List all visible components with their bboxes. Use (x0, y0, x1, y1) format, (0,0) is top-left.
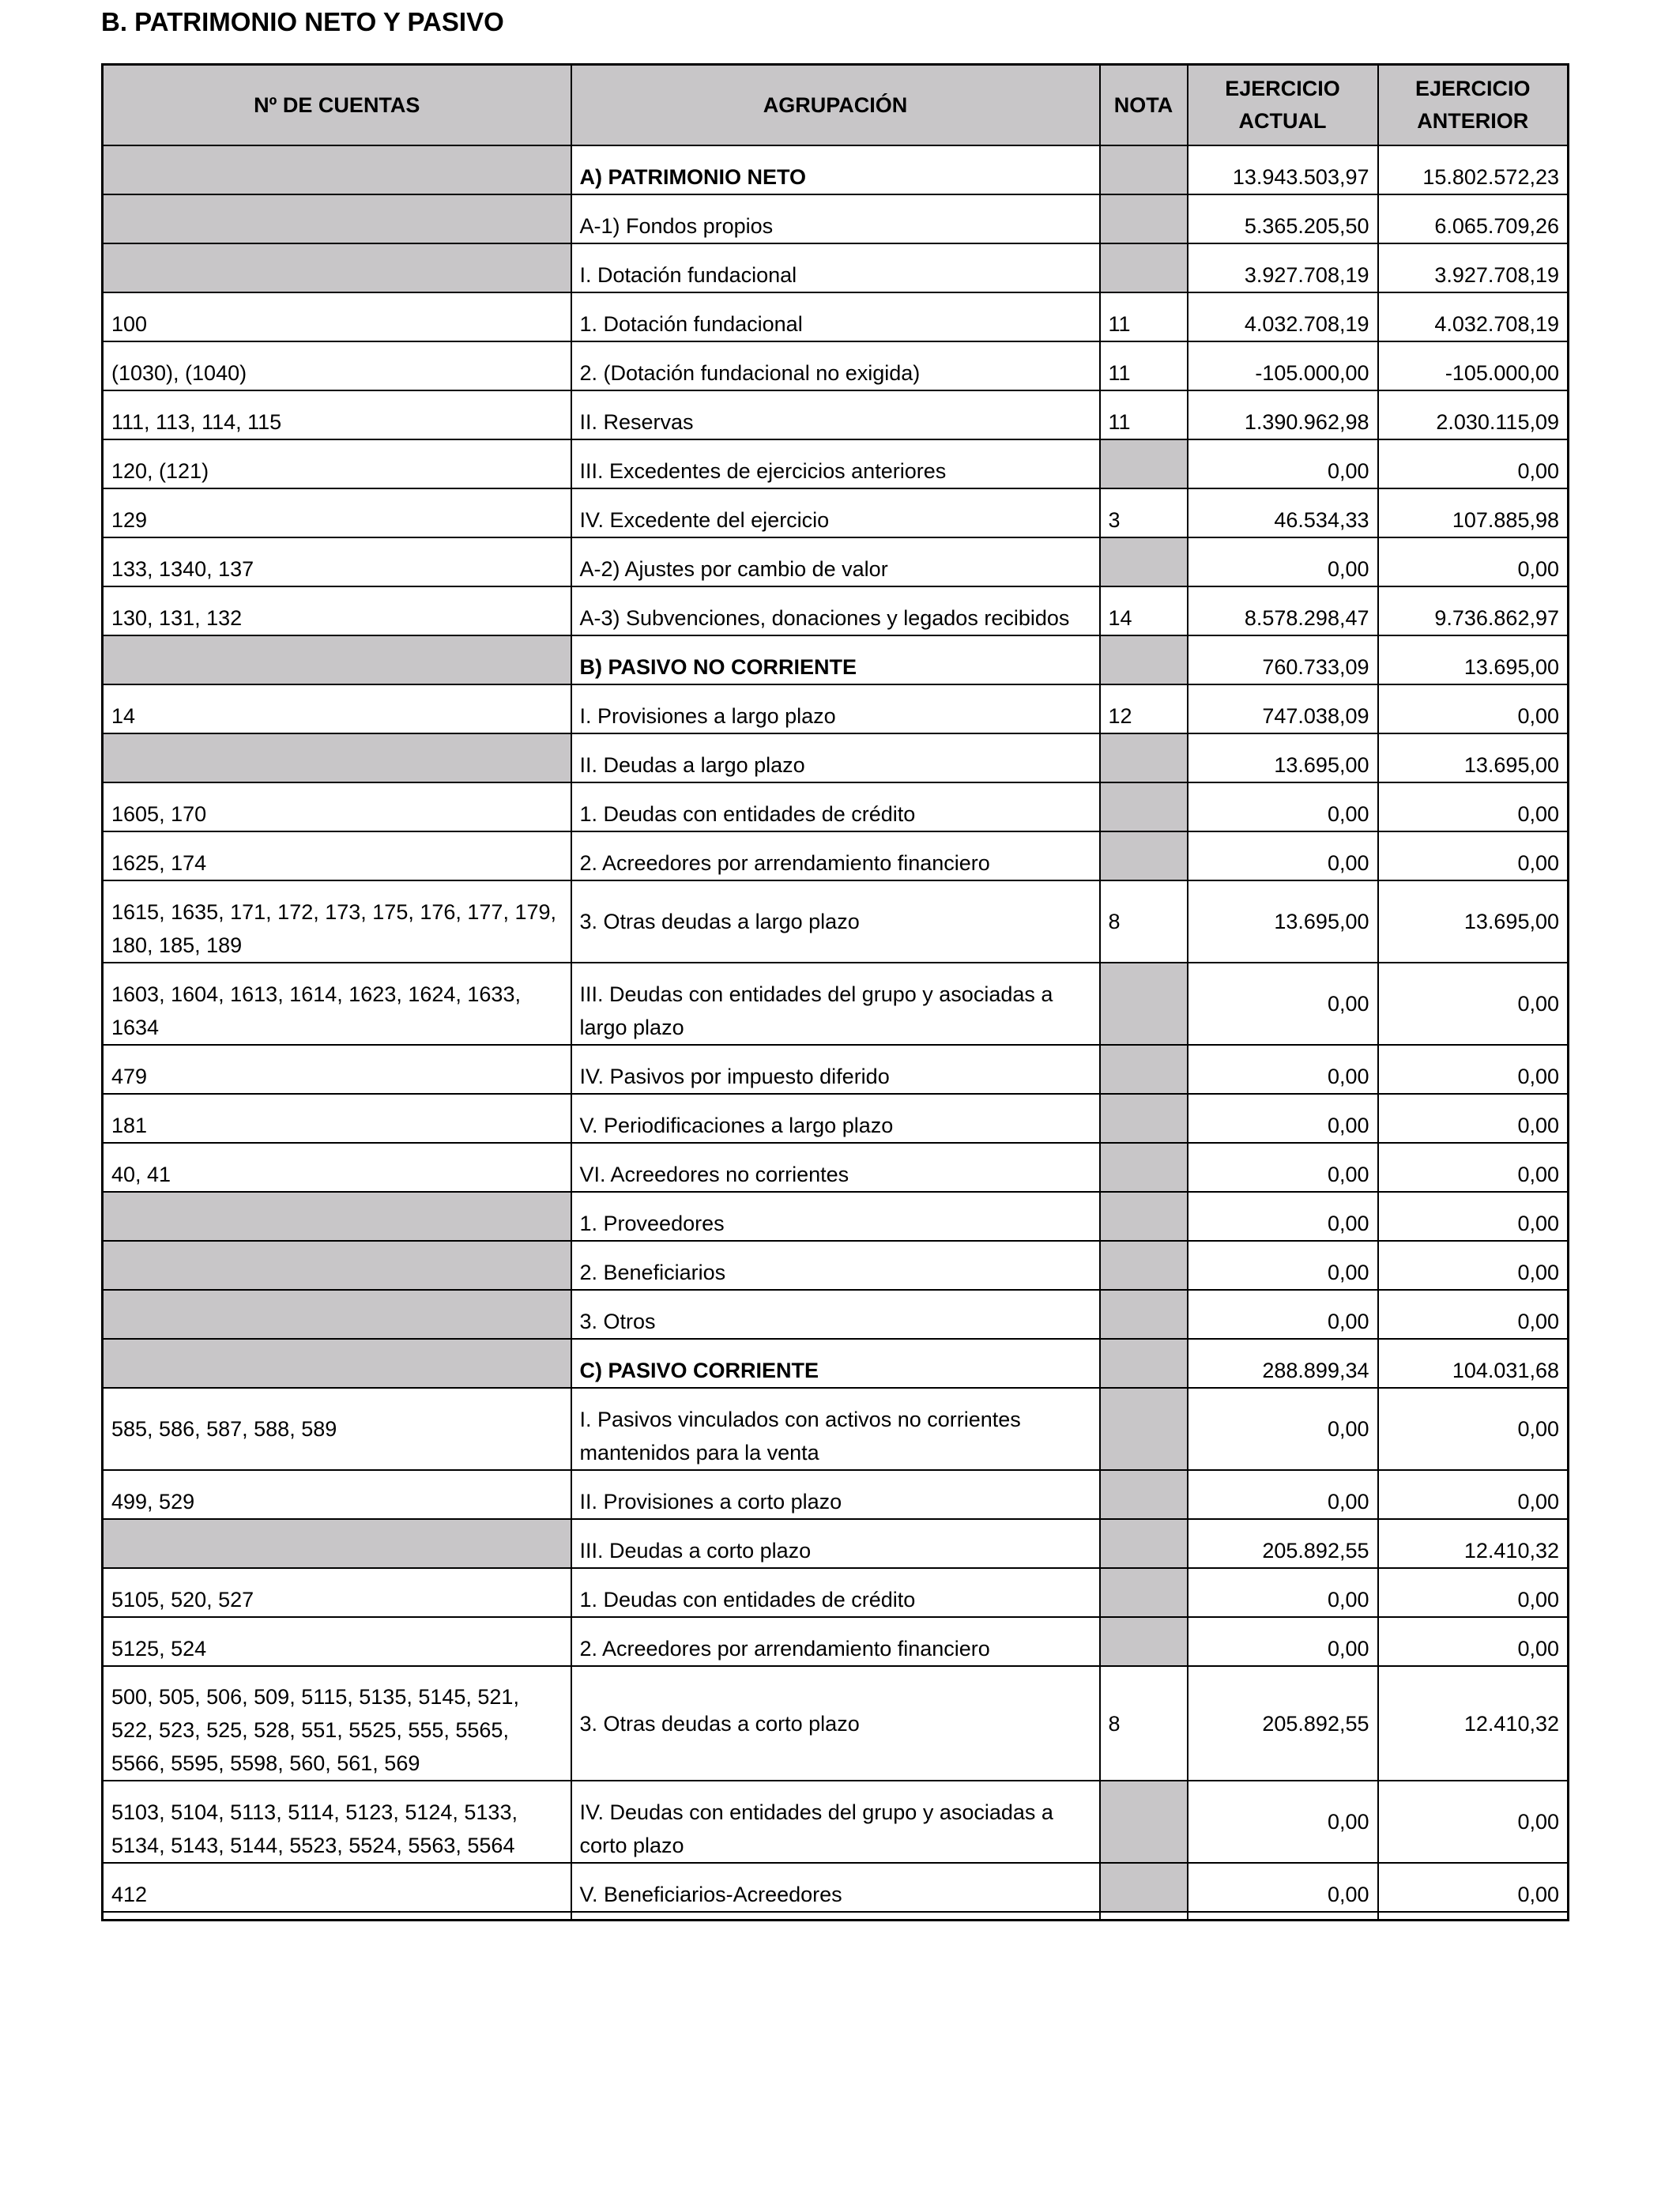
cell-actual: 205.892,55 (1188, 1519, 1378, 1568)
cell-agrupacion: III. Excedentes de ejercicios anteriores (571, 439, 1100, 488)
cell-cuentas: 181 (103, 1094, 571, 1143)
cell-anterior: 13.695,00 (1378, 635, 1569, 684)
cell-anterior: 0,00 (1378, 439, 1569, 488)
cell-agrupacion: A) PATRIMONIO NETO (571, 145, 1100, 194)
cell-anterior: 4.032.708,19 (1378, 292, 1569, 341)
cell-agrupacion: III. Deudas a corto plazo (571, 1519, 1100, 1568)
table-row (103, 1568, 1569, 1617)
cell-agrupacion: 2. Acreedores por arrendamiento financiero (571, 1617, 1100, 1666)
table-row (103, 1470, 1569, 1519)
table-row (103, 684, 1569, 733)
cell-anterior: 0,00 (1378, 963, 1569, 1045)
table-row (103, 880, 1569, 963)
cell-anterior: 104.031,68 (1378, 1339, 1569, 1388)
cell-agrupacion: V. Beneficiarios-Acreedores (571, 1863, 1100, 1912)
table-row (103, 831, 1569, 880)
cell-agrupacion: I. Provisiones a largo plazo (571, 684, 1100, 733)
cell-actual: 13.943.503,97 (1188, 145, 1378, 194)
cell-agrupacion: II. Deudas a largo plazo (571, 733, 1100, 782)
cell-cuentas: 40, 41 (103, 1143, 571, 1192)
cell-actual: 0,00 (1188, 1470, 1378, 1519)
cell-anterior: 3.927.708,19 (1378, 243, 1569, 292)
cell-actual: 46.534,33 (1188, 488, 1378, 537)
cell-nota (1100, 145, 1188, 194)
cell-actual: 288.899,34 (1188, 1339, 1378, 1388)
cell-nota (1100, 1339, 1188, 1388)
header-actual-line2: ACTUAL (1238, 109, 1327, 133)
cell-cuentas: 5105, 520, 527 (103, 1568, 571, 1617)
table-row (103, 488, 1569, 537)
table-row (103, 1339, 1569, 1388)
cell-nota (1100, 1290, 1188, 1339)
cell-cuentas: 1615, 1635, 171, 172, 173, 175, 176, 177, 179, 180, 185, 189 (103, 880, 571, 963)
cell-anterior: 12.410,32 (1378, 1519, 1569, 1568)
cell-nota (1100, 537, 1188, 586)
table-row (103, 635, 1569, 684)
cell-agrupacion: II. Provisiones a corto plazo (571, 1470, 1100, 1519)
cell-anterior: 0,00 (1378, 1045, 1569, 1094)
cell-cuentas (103, 145, 571, 194)
table-row (103, 537, 1569, 586)
cell-anterior: 0,00 (1378, 1781, 1569, 1863)
cell-nota: 8 (1100, 1666, 1188, 1781)
cell-agrupacion: V. Periodificaciones a largo plazo (571, 1094, 1100, 1143)
cell-cuentas (103, 1290, 571, 1339)
cell-cuentas: 500, 505, 506, 509, 5115, 5135, 5145, 521, 522, 523, 525, 528, 551, 5525, 555, 5565, 5566, 5595, 5598, 560, 561, 569 (103, 1666, 571, 1781)
cell-empty (1378, 1912, 1569, 1920)
table-row (103, 292, 1569, 341)
cell-empty (1100, 1912, 1188, 1920)
cell-agrupacion: A-2) Ajustes por cambio de valor (571, 537, 1100, 586)
cell-actual: 0,00 (1188, 782, 1378, 831)
cell-nota: 3 (1100, 488, 1188, 537)
cell-agrupacion: IV. Pasivos por impuesto diferido (571, 1045, 1100, 1094)
cell-agrupacion: 3. Otros (571, 1290, 1100, 1339)
cell-cuentas (103, 733, 571, 782)
cell-cuentas: 133, 1340, 137 (103, 537, 571, 586)
cell-anterior: 9.736.862,97 (1378, 586, 1569, 635)
table-row (103, 1290, 1569, 1339)
cell-actual: 0,00 (1188, 1388, 1378, 1470)
cell-nota (1100, 1192, 1188, 1241)
table-row (103, 1388, 1569, 1470)
table-row (103, 1045, 1569, 1094)
cell-actual: 5.365.205,50 (1188, 194, 1378, 243)
cell-actual: 3.927.708,19 (1188, 243, 1378, 292)
cell-agrupacion: C) PASIVO CORRIENTE (571, 1339, 1100, 1388)
cell-cuentas: 14 (103, 684, 571, 733)
cell-actual: 0,00 (1188, 1045, 1378, 1094)
header-ejercicio-actual (1188, 65, 1378, 146)
table-row (103, 963, 1569, 1045)
cell-anterior: 0,00 (1378, 537, 1569, 586)
header-nota: NOTA (1100, 65, 1188, 146)
cell-nota (1100, 1094, 1188, 1143)
header-anterior-line1: EJERCICIO (1414, 77, 1531, 100)
cell-cuentas: 479 (103, 1045, 571, 1094)
cell-cuentas: (1030), (1040) (103, 341, 571, 390)
cell-actual: 747.038,09 (1188, 684, 1378, 733)
cell-anterior: 0,00 (1378, 1568, 1569, 1617)
cell-cuentas: 1603, 1604, 1613, 1614, 1623, 1624, 1633, 1634 (103, 963, 571, 1045)
cell-nota (1100, 1388, 1188, 1470)
cell-agrupacion: 1. Deudas con entidades de crédito (571, 1568, 1100, 1617)
header-ejercicio-anterior (1378, 65, 1569, 146)
cell-cuentas: 1625, 174 (103, 831, 571, 880)
cell-anterior: 0,00 (1378, 1290, 1569, 1339)
cell-anterior: 0,00 (1378, 1470, 1569, 1519)
table-row (103, 390, 1569, 439)
cell-cuentas (103, 1192, 571, 1241)
cell-actual: 0,00 (1188, 1290, 1378, 1339)
table-row (103, 1143, 1569, 1192)
cell-anterior: 0,00 (1378, 831, 1569, 880)
table-row (103, 1666, 1569, 1781)
cell-nota (1100, 1519, 1188, 1568)
table-row (103, 1241, 1569, 1290)
cell-agrupacion: 1. Deudas con entidades de crédito (571, 782, 1100, 831)
cell-agrupacion: II. Reservas (571, 390, 1100, 439)
cell-nota (1100, 1568, 1188, 1617)
cell-cuentas: 130, 131, 132 (103, 586, 571, 635)
cell-anterior: 0,00 (1378, 1094, 1569, 1143)
cell-cuentas (103, 194, 571, 243)
cell-cuentas: 120, (121) (103, 439, 571, 488)
cell-anterior: 0,00 (1378, 1863, 1569, 1912)
table-row (103, 586, 1569, 635)
cell-empty (1188, 1912, 1378, 1920)
table-row (103, 243, 1569, 292)
cell-anterior: 0,00 (1378, 782, 1569, 831)
cell-actual: 0,00 (1188, 1781, 1378, 1863)
cell-cuentas: 100 (103, 292, 571, 341)
table-row-cut (103, 1912, 1569, 1920)
cell-actual: 0,00 (1188, 1568, 1378, 1617)
cell-actual: 760.733,09 (1188, 635, 1378, 684)
cell-nota (1100, 1470, 1188, 1519)
cell-actual: 0,00 (1188, 963, 1378, 1045)
page-title: B. PATRIMONIO NETO Y PASIVO (101, 7, 504, 36)
cell-agrupacion: 2. Beneficiarios (571, 1241, 1100, 1290)
cell-agrupacion: III. Deudas con entidades del grupo y asociadas a largo plazo (571, 963, 1100, 1045)
cell-actual: 0,00 (1188, 1143, 1378, 1192)
cell-nota (1100, 635, 1188, 684)
cell-cuentas (103, 1241, 571, 1290)
cell-empty (103, 1912, 571, 1920)
header-actual-line1: EJERCICIO (1225, 77, 1340, 100)
cell-agrupacion: I. Pasivos vinculados con activos no corrientes mantenidos para la venta (571, 1388, 1100, 1470)
cell-anterior: 0,00 (1378, 1617, 1569, 1666)
cell-nota (1100, 194, 1188, 243)
cell-anterior: 13.695,00 (1378, 880, 1569, 963)
header-cuentas: Nº DE CUENTAS (103, 65, 571, 146)
cell-nota (1100, 439, 1188, 488)
cell-cuentas (103, 635, 571, 684)
cell-actual: 13.695,00 (1188, 880, 1378, 963)
cell-nota (1100, 243, 1188, 292)
cell-actual: -105.000,00 (1188, 341, 1378, 390)
cell-actual: 0,00 (1188, 1094, 1378, 1143)
cell-agrupacion: 2. Acreedores por arrendamiento financiero (571, 831, 1100, 880)
header-row (103, 65, 1569, 146)
table-row (103, 1617, 1569, 1666)
cell-agrupacion: 1. Dotación fundacional (571, 292, 1100, 341)
cell-cuentas: 5125, 524 (103, 1617, 571, 1666)
cell-nota (1100, 1045, 1188, 1094)
balance-sheet-table (101, 63, 1569, 1921)
cell-anterior: 0,00 (1378, 1143, 1569, 1192)
cell-actual: 0,00 (1188, 537, 1378, 586)
cell-nota (1100, 1617, 1188, 1666)
cell-nota: 11 (1100, 292, 1188, 341)
cell-agrupacion: A-1) Fondos propios (571, 194, 1100, 243)
cell-agrupacion: IV. Deudas con entidades del grupo y asociadas a corto plazo (571, 1781, 1100, 1863)
cell-actual: 0,00 (1188, 1617, 1378, 1666)
table-row (103, 1192, 1569, 1241)
cell-cuentas (103, 243, 571, 292)
cell-nota (1100, 963, 1188, 1045)
cell-nota (1100, 831, 1188, 880)
table-row (103, 341, 1569, 390)
cell-nota: 11 (1100, 341, 1188, 390)
cell-nota (1100, 1863, 1188, 1912)
cell-actual: 1.390.962,98 (1188, 390, 1378, 439)
cell-actual: 0,00 (1188, 1863, 1378, 1912)
cell-agrupacion: VI. Acreedores no corrientes (571, 1143, 1100, 1192)
table-row (103, 1094, 1569, 1143)
table-row (103, 439, 1569, 488)
cell-anterior: 15.802.572,23 (1378, 145, 1569, 194)
cell-anterior: 107.885,98 (1378, 488, 1569, 537)
cell-agrupacion: A-3) Subvenciones, donaciones y legados recibidos (571, 586, 1100, 635)
table-row (103, 1781, 1569, 1863)
cell-agrupacion: B) PASIVO NO CORRIENTE (571, 635, 1100, 684)
cell-anterior: 2.030.115,09 (1378, 390, 1569, 439)
cell-nota (1100, 1241, 1188, 1290)
cell-actual: 0,00 (1188, 1241, 1378, 1290)
cell-cuentas: 5103, 5104, 5113, 5114, 5123, 5124, 5133, 5134, 5143, 5144, 5523, 5524, 5563, 5564 (103, 1781, 571, 1863)
cell-anterior: 0,00 (1378, 684, 1569, 733)
cell-anterior: 0,00 (1378, 1192, 1569, 1241)
cell-anterior: 0,00 (1378, 1241, 1569, 1290)
table-row (103, 145, 1569, 194)
cell-empty (571, 1912, 1100, 1920)
cell-agrupacion: 1. Proveedores (571, 1192, 1100, 1241)
cell-agrupacion: IV. Excedente del ejercicio (571, 488, 1100, 537)
cell-actual: 205.892,55 (1188, 1666, 1378, 1781)
cell-agrupacion: I. Dotación fundacional (571, 243, 1100, 292)
cell-cuentas: 129 (103, 488, 571, 537)
cell-cuentas (103, 1339, 571, 1388)
cell-cuentas: 111, 113, 114, 115 (103, 390, 571, 439)
cell-cuentas: 412 (103, 1863, 571, 1912)
cell-actual: 13.695,00 (1188, 733, 1378, 782)
cell-nota: 14 (1100, 586, 1188, 635)
cell-anterior: 12.410,32 (1378, 1666, 1569, 1781)
cell-nota: 11 (1100, 390, 1188, 439)
cell-actual: 0,00 (1188, 439, 1378, 488)
header-anterior-line2: ANTERIOR (1417, 109, 1529, 133)
cell-agrupacion: 3. Otras deudas a corto plazo (571, 1666, 1100, 1781)
table-row (103, 733, 1569, 782)
cell-nota (1100, 782, 1188, 831)
cell-nota: 12 (1100, 684, 1188, 733)
table-row (103, 194, 1569, 243)
cell-anterior: 6.065.709,26 (1378, 194, 1569, 243)
header-agrupacion: AGRUPACIÓN (571, 65, 1100, 146)
cell-cuentas: 585, 586, 587, 588, 589 (103, 1388, 571, 1470)
table-row (103, 1519, 1569, 1568)
table-row (103, 1863, 1569, 1912)
cell-agrupacion: 2. (Dotación fundacional no exigida) (571, 341, 1100, 390)
cell-actual: 0,00 (1188, 831, 1378, 880)
cell-cuentas: 1605, 170 (103, 782, 571, 831)
cell-anterior: 0,00 (1378, 1388, 1569, 1470)
cell-nota (1100, 1781, 1188, 1863)
table-row (103, 782, 1569, 831)
cell-agrupacion: 3. Otras deudas a largo plazo (571, 880, 1100, 963)
cell-nota (1100, 733, 1188, 782)
cell-cuentas (103, 1519, 571, 1568)
cell-nota: 8 (1100, 880, 1188, 963)
cell-actual: 4.032.708,19 (1188, 292, 1378, 341)
cell-anterior: -105.000,00 (1378, 341, 1569, 390)
cell-anterior: 13.695,00 (1378, 733, 1569, 782)
cell-cuentas: 499, 529 (103, 1470, 571, 1519)
cell-actual: 8.578.298,47 (1188, 586, 1378, 635)
cell-nota (1100, 1143, 1188, 1192)
cell-actual: 0,00 (1188, 1192, 1378, 1241)
